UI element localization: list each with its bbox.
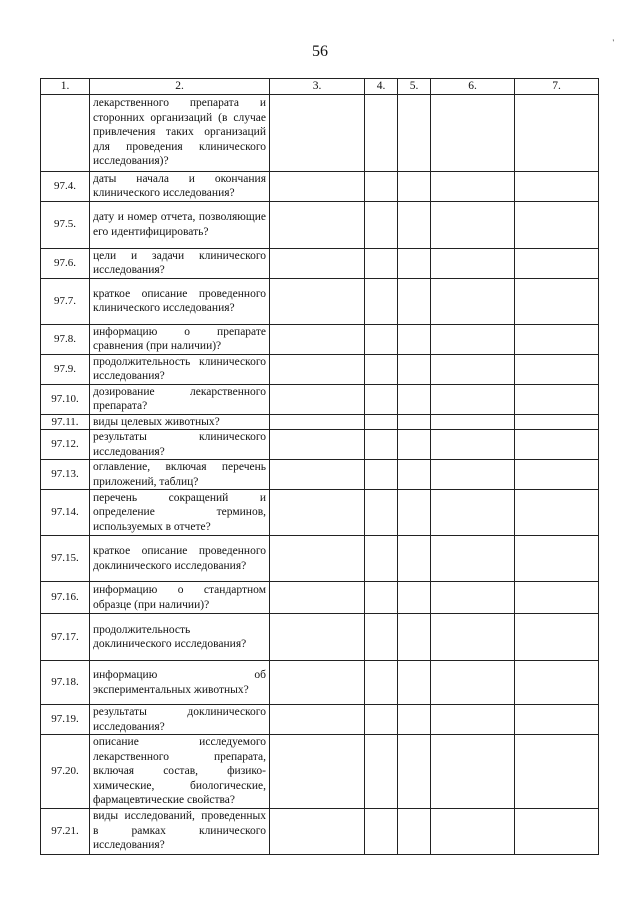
item-question: виды исследований, проведенных в рамках клинического исследования? (90, 808, 270, 854)
answer-cell (270, 201, 365, 248)
item-number: 97.20. (41, 735, 90, 809)
table-row (41, 582, 599, 614)
answer-cell (398, 808, 431, 854)
answer-cell (270, 536, 365, 582)
item-number: 97.5. (41, 201, 90, 248)
answer-cell (398, 536, 431, 582)
answer-cell (398, 278, 431, 324)
answer-cell (365, 414, 398, 430)
item-number: 97.15. (41, 536, 90, 582)
item-question: информацию об экспериментальных животных? (90, 661, 270, 705)
answer-cell (398, 582, 431, 614)
column-header: 1. (41, 79, 90, 95)
item-number: 97.21. (41, 808, 90, 854)
item-number: 97.13. (41, 460, 90, 490)
item-number: 97.10. (41, 384, 90, 414)
answer-cell (270, 582, 365, 614)
item-number: 97.8. (41, 324, 90, 354)
answer-cell (270, 705, 365, 735)
answer-cell (515, 536, 599, 582)
answer-cell (270, 248, 365, 278)
answer-cell (270, 460, 365, 490)
answer-cell (365, 171, 398, 201)
answer-cell (365, 582, 398, 614)
table-row (41, 248, 599, 278)
table-row (41, 808, 599, 854)
answer-cell (365, 536, 398, 582)
answer-cell (365, 248, 398, 278)
answer-cell (365, 430, 398, 460)
answer-cell (431, 354, 515, 384)
answer-cell (270, 94, 365, 171)
item-number: 97.4. (41, 171, 90, 201)
item-number: 97.14. (41, 490, 90, 536)
answer-cell (398, 171, 431, 201)
answer-cell (398, 705, 431, 735)
item-question: даты начала и окончания клинического исследования? (90, 171, 270, 201)
answer-cell (515, 735, 599, 809)
answer-cell (515, 324, 599, 354)
table-row (41, 536, 599, 582)
answer-cell (515, 490, 599, 536)
answer-cell (365, 661, 398, 705)
answer-cell (365, 808, 398, 854)
item-question: лекарственного препарата и сторонних организаций (в случае привлечения таких организаций для проведения клинического исследования)? (90, 94, 270, 171)
answer-cell (270, 324, 365, 354)
answer-cell (515, 248, 599, 278)
item-question: результаты доклинического исследования? (90, 705, 270, 735)
answer-cell (398, 735, 431, 809)
answer-cell (515, 705, 599, 735)
answer-cell (515, 661, 599, 705)
table-row (41, 705, 599, 735)
answer-cell (515, 808, 599, 854)
column-header: 3. (270, 79, 365, 95)
answer-cell (431, 248, 515, 278)
header-row (41, 79, 599, 95)
answer-cell (398, 661, 431, 705)
item-number: 97.18. (41, 661, 90, 705)
answer-cell (270, 490, 365, 536)
answer-cell (398, 430, 431, 460)
answer-cell (431, 414, 515, 430)
item-question: дату и номер отчета, позволяющие его идентифицировать? (90, 201, 270, 248)
answer-cell (515, 614, 599, 661)
item-question: краткое описание проведенного доклинического исследования? (90, 536, 270, 582)
answer-cell (431, 808, 515, 854)
column-header: 2. (90, 79, 270, 95)
answer-cell (270, 808, 365, 854)
answer-cell (515, 94, 599, 171)
table-row (41, 460, 599, 490)
item-number (41, 94, 90, 171)
answer-cell (515, 171, 599, 201)
answer-cell (431, 171, 515, 201)
item-number: 97.16. (41, 582, 90, 614)
answer-cell (515, 582, 599, 614)
page-number: 56 (312, 43, 328, 60)
item-number: 97.19. (41, 705, 90, 735)
table-row (41, 201, 599, 248)
answer-cell (398, 94, 431, 171)
item-question: результаты клинического исследования? (90, 430, 270, 460)
table-row (41, 414, 599, 430)
answer-cell (270, 614, 365, 661)
answer-cell (270, 430, 365, 460)
item-question: перечень сокращений и определение терминов, используемых в отчете? (90, 490, 270, 536)
answer-cell (365, 735, 398, 809)
answer-cell (515, 460, 599, 490)
answer-cell (270, 661, 365, 705)
answer-cell (431, 582, 515, 614)
item-question: оглавление, включая перечень приложений, таблиц? (90, 460, 270, 490)
answer-cell (515, 430, 599, 460)
table-row (41, 735, 599, 809)
answer-cell (515, 201, 599, 248)
answer-cell (365, 94, 398, 171)
item-number: 97.12. (41, 430, 90, 460)
column-header: 6. (431, 79, 515, 95)
item-question: информацию о препарате сравнения (при наличии)? (90, 324, 270, 354)
answer-cell (270, 735, 365, 809)
table-row (41, 278, 599, 324)
table-row (41, 354, 599, 384)
answer-cell (431, 278, 515, 324)
answer-cell (515, 354, 599, 384)
answer-cell (398, 384, 431, 414)
answer-cell (365, 460, 398, 490)
answer-cell (398, 460, 431, 490)
answer-cell (270, 354, 365, 384)
item-number: 97.7. (41, 278, 90, 324)
answer-cell (270, 171, 365, 201)
answer-cell (398, 324, 431, 354)
answer-cell (431, 661, 515, 705)
answer-cell (365, 201, 398, 248)
table-row (41, 661, 599, 705)
answer-cell (431, 705, 515, 735)
item-number: 97.6. (41, 248, 90, 278)
answer-cell (515, 278, 599, 324)
answer-cell (365, 354, 398, 384)
item-number: 97.17. (41, 614, 90, 661)
table-row (41, 171, 599, 201)
answer-cell (365, 278, 398, 324)
table-row (41, 94, 599, 171)
answer-cell (431, 324, 515, 354)
table-row (41, 324, 599, 354)
item-number: 97.9. (41, 354, 90, 384)
table-row (41, 430, 599, 460)
item-question: виды целевых животных? (90, 414, 270, 430)
answer-cell (431, 94, 515, 171)
answer-cell (398, 614, 431, 661)
answer-cell (431, 384, 515, 414)
answer-cell (365, 384, 398, 414)
margin-mark: ' (612, 38, 614, 47)
item-question: информацию о стандартном образце (при наличии)? (90, 582, 270, 614)
answer-cell (365, 490, 398, 536)
item-question: описание исследуемого лекарственного препарата, включая состав, физико-химические, биологические, фармацевтические свойства? (90, 735, 270, 809)
answer-cell (431, 735, 515, 809)
checklist-table (40, 78, 599, 855)
column-header: 5. (398, 79, 431, 95)
column-header: 4. (365, 79, 398, 95)
answer-cell (365, 705, 398, 735)
item-question: краткое описание проведенного клинического исследования? (90, 278, 270, 324)
answer-cell (431, 490, 515, 536)
table-row (41, 614, 599, 661)
answer-cell (365, 614, 398, 661)
answer-cell (515, 414, 599, 430)
table-row (41, 490, 599, 536)
answer-cell (431, 614, 515, 661)
answer-cell (515, 384, 599, 414)
answer-cell (398, 354, 431, 384)
item-question: цели и задачи клинического исследования? (90, 248, 270, 278)
answer-cell (431, 430, 515, 460)
answer-cell (398, 414, 431, 430)
answer-cell (431, 460, 515, 490)
answer-cell (365, 324, 398, 354)
answer-cell (398, 201, 431, 248)
item-number: 97.11. (41, 414, 90, 430)
answer-cell (270, 414, 365, 430)
answer-cell (431, 536, 515, 582)
item-question: продолжительность клинического исследования? (90, 354, 270, 384)
column-header: 7. (515, 79, 599, 95)
item-question: продолжительность доклинического исследования? (90, 614, 270, 661)
answer-cell (270, 278, 365, 324)
answer-cell (398, 248, 431, 278)
answer-cell (431, 201, 515, 248)
item-question: дозирование лекарственного препарата? (90, 384, 270, 414)
answer-cell (398, 490, 431, 536)
answer-cell (270, 384, 365, 414)
table-row (41, 384, 599, 414)
